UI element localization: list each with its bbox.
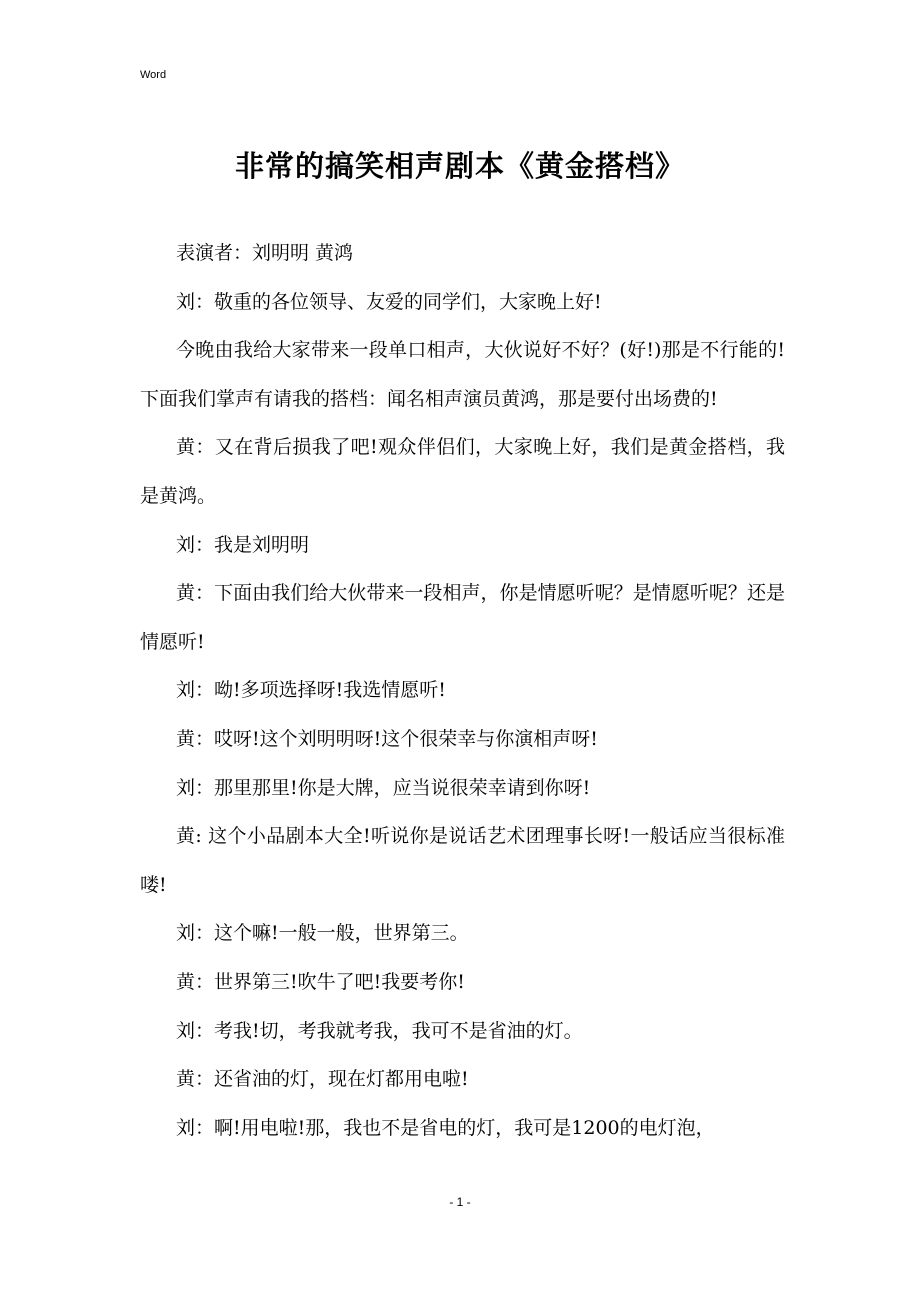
paragraph: 刘：这个嘛!一般一般，世界第三。 <box>176 922 469 945</box>
header-label: Word <box>140 69 167 81</box>
document-body <box>140 229 785 1152</box>
document-title: 非常的搞笑相声剧本《黄金搭档》 <box>234 149 685 183</box>
paragraph: 刘：呦!多项选择呀!我选情愿听! <box>176 679 446 702</box>
paragraph: 刘：啊!用电啦!那，我也不是省电的灯，我可是1200的电灯泡， <box>176 1116 715 1139</box>
paragraph: 黄：下面由我们给大伙带来一段相声，你是情愿听呢？是情愿听呢？还是情愿听! <box>140 582 785 653</box>
paragraph: 黄：哎呀!这个刘明明呀!这个很荣幸与你演相声呀! <box>176 727 598 750</box>
paragraph: 今晚由我给大家带来一段单口相声，大伙说好不好？(好!)那是不行能的!下面我们掌声有请我的搭档：闻名相声演员黄鸿，那是要付出场费的! <box>140 339 785 410</box>
paragraph: 表演者：刘明明 黄鸿 <box>176 242 354 264</box>
paragraph: 黄: 这个小品剧本大全!听说你是说话艺术团理事长呀!一般话应当很标准喽! <box>140 825 785 896</box>
paragraph: 黄：世界第三!吹牛了吧!我要考你! <box>176 970 465 993</box>
paragraph: 刘：我是刘明明 <box>176 533 310 556</box>
paragraph: 刘：考我!切，考我就考我，我可不是省油的灯。 <box>176 1019 583 1042</box>
page-number: - 1 - <box>449 1195 471 1209</box>
paragraph: 黄：又在背后损我了吧!观众伴侣们，大家晚上好，我们是黄金搭档，我是黄鸿。 <box>140 436 785 507</box>
paragraph: 刘：敬重的各位领导、友爱的同学们，大家晚上好! <box>176 290 602 313</box>
paragraph: 黄：还省油的灯，现在灯都用电啦! <box>176 1068 469 1091</box>
paragraph: 刘：那里那里!你是大牌，应当说很荣幸请到你呀! <box>176 776 591 799</box>
